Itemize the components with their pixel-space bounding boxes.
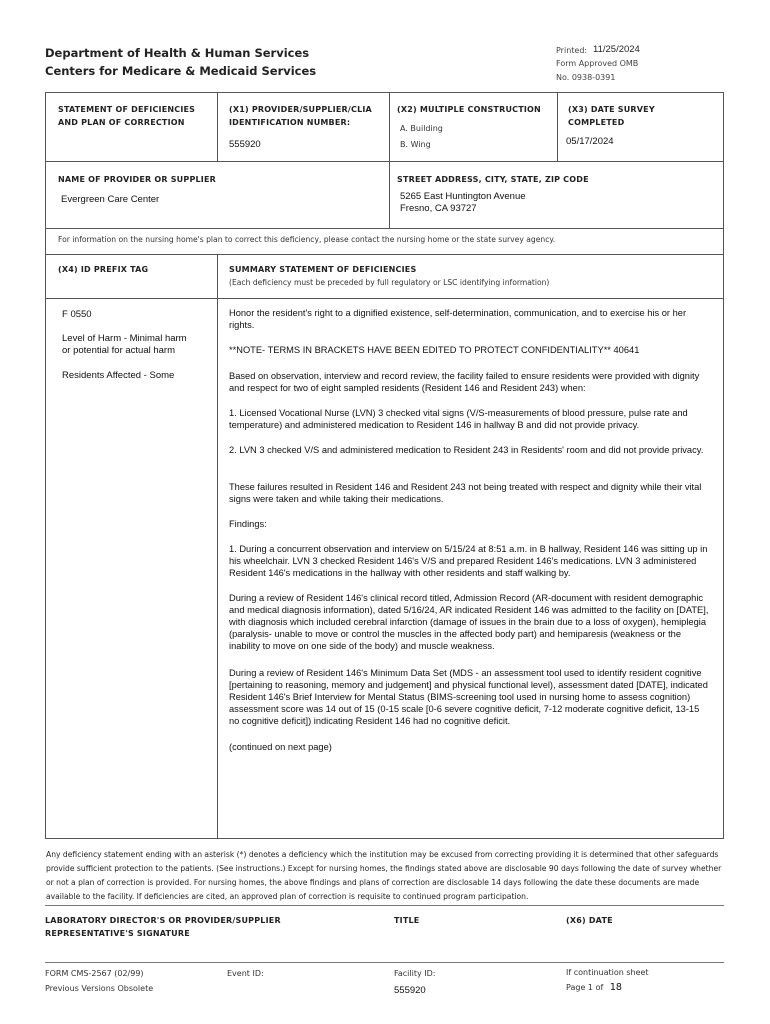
previous-versions-note: Previous Versions Obsolete <box>45 984 154 993</box>
deficiency-paragraph: During a review of Resident 146's clinical record titled, Admission Record (AR-document with resident demographic and medical diagnosis information), dated 5/16/24, AR indicated Resident 146 was admitted to the facility on [DATE], with diagnosis which included cerebral infarction (damage of issues in the brain due to a loss of oxygen), hemiplegia (paralysis- unable to move or control the muscles in the affected body part) and hemiparesis (weakness or the inability to move on one side of the body) and muscle weakness. <box>229 593 709 651</box>
column-divider <box>217 254 218 838</box>
page-label: Page <box>566 983 586 992</box>
page-of-label: of <box>595 983 604 992</box>
provider-name-label: NAME OF PROVIDER OR SUPPLIER <box>58 175 217 184</box>
form-number: FORM CMS-2567 (02/99) <box>45 969 144 978</box>
column-divider <box>557 93 558 161</box>
deficiency-form-table <box>45 92 724 839</box>
column-divider <box>389 93 390 228</box>
disclosure-note: Any deficiency statement ending with an asterisk (*) denotes a deficiency which the institution may be excused from correcting providing it is determined that other safeguards provide sufficient protection to the patients. (See instructions.) Except for nursing homes, the findings stated above are disclosable 90 days following the date of survey whether or not a plan of correction is provided. For nursing homes, the above findings and plans of correction are disclosable 14 days following the date these documents are made available to the facility. If deficiencies are cited, an approved plan of correction is requisite to continued program participation. <box>46 850 722 901</box>
provider-name: Evergreen Care Center <box>61 194 160 205</box>
row-divider <box>46 161 723 162</box>
row-divider <box>46 228 723 229</box>
row-divider <box>46 254 723 255</box>
facility-id-label: Facility ID: <box>394 969 436 978</box>
deficiency-paragraph: 2. LVN 3 checked V/S and administered medication to Resident 243 in Residents' room and did not provide privacy. <box>229 445 704 455</box>
survey-date-value: 05/17/2024 <box>566 136 614 147</box>
page-number: 1 <box>587 983 594 992</box>
column-divider <box>217 93 218 161</box>
provider-id-value: 555920 <box>229 139 261 150</box>
signature-label: LABORATORY DIRECTOR'S OR PROVIDER/SUPPLIER REPRESENTATIVE'S SIGNATURE <box>45 916 281 938</box>
deficiency-tag: F 0550 <box>62 309 92 320</box>
date-label: (X6) DATE <box>566 916 613 925</box>
continuation-label: If continuation sheet <box>566 968 649 977</box>
wing-label: B. Wing <box>400 140 431 149</box>
provider-id-label: (X1) PROVIDER/SUPPLIER/CLIA IDENTIFICATION NUMBER: <box>229 105 372 127</box>
agency-name-line-1: Department of Health & Human Services <box>45 46 310 60</box>
survey-date-label: (X3) DATE SURVEY COMPLETED <box>568 105 655 127</box>
footer-divider <box>45 962 724 963</box>
statement-label: STATEMENT OF DEFICIENCIES AND PLAN OF CORRECTION <box>58 105 196 127</box>
omb-number: No. 0938-0391 <box>556 73 616 82</box>
building-label: A. Building <box>400 124 443 133</box>
deficiency-paragraph: During a review of Resident 146's Minimum Data Set (MDS - an assessment tool used to identify resident cognitive [pertaining to reasoning, memory and judgement] and physical functional level), assessment dated [DATE], indicated Resident 146's Brief Interview for Mental Status (BIMS-screening tool used in nursing home to assess cognition) assessment score was 14 out of 15 (0-15 scale [0-6 severe cognitive deficit, 7-12 moderate cognitive deficit, 13-15 no cognitive deficit]) indicating Resident 146 had no cognitive deficit. <box>229 668 708 726</box>
total-pages: 18 <box>609 982 622 993</box>
continued-note: (continued on next page) <box>229 742 332 752</box>
info-note: For information on the nursing home's plan to correct this deficiency, please contact the nursing home or the state survey agency. <box>58 235 556 244</box>
level-of-harm: Level of Harm - Minimal harm or potential for actual harm <box>62 333 187 356</box>
title-label: TITLE <box>394 916 420 925</box>
confidentiality-note: **NOTE- TERMS IN BRACKETS HAVE BEEN EDITED TO PROTECT CONFIDENTIALITY** 40641 <box>229 345 640 355</box>
deficiency-paragraph: 1. Licensed Vocational Nurse (LVN) 3 checked vital signs (V/S-measurements of blood pressure, pulse rate and temperature) and administered medication to Resident 146 in hallway B and did not provide privacy. <box>229 408 688 430</box>
residents-affected: Residents Affected - Some <box>62 370 175 381</box>
deficiency-paragraph: Honor the resident's right to a dignified existence, self-determination, communication, and to exercise his or her rights. <box>229 308 687 330</box>
provider-address: 5265 East Huntington Avenue Fresno, CA 93727 <box>400 191 526 214</box>
summary-header: SUMMARY STATEMENT OF DEFICIENCIES <box>229 265 417 274</box>
deficiency-paragraph: These failures resulted in Resident 146 and Resident 243 not being treated with respect and dignity while their vital signs were taken and while taking their medications. <box>229 482 702 504</box>
findings-heading: Findings: <box>229 519 267 529</box>
facility-id-value: 555920 <box>394 985 426 996</box>
row-divider <box>46 298 723 299</box>
summary-subheader: (Each deficiency must be preceded by full regulatory or LSC identifying information) <box>229 278 550 287</box>
event-id-label: Event ID: <box>227 969 264 978</box>
printed-date: 11/25/2024 <box>593 44 640 55</box>
printed-label: Printed: <box>556 46 588 55</box>
multiple-construction-label: (X2) MULTIPLE CONSTRUCTION <box>397 105 541 114</box>
deficiency-paragraph: Based on observation, interview and record review, the facility failed to ensure residents were provided with dignity and respect for two of eight sampled residents (Resident 146 and Resident 243) when: <box>229 371 700 393</box>
prefix-tag-header: (X4) ID PREFIX TAG <box>58 265 149 274</box>
deficiency-paragraph: 1. During a concurrent observation and interview on 5/15/24 at 8:51 a.m. in B hallway, Resident 146 was sitting up in his wheelchair. LVN 3 checked Resident 146's V/S and prepared Resident 146's medications. LVN 3 administered Resident 146's medications in the hallway with other residents and staff walking by. <box>229 544 708 578</box>
address-label: STREET ADDRESS, CITY, STATE, ZIP CODE <box>397 175 589 184</box>
agency-name-line-2: Centers for Medicare & Medicaid Services <box>45 64 317 78</box>
signature-divider <box>45 905 724 906</box>
page-indicator <box>566 982 622 994</box>
form-approved-label: Form Approved OMB <box>556 59 639 68</box>
